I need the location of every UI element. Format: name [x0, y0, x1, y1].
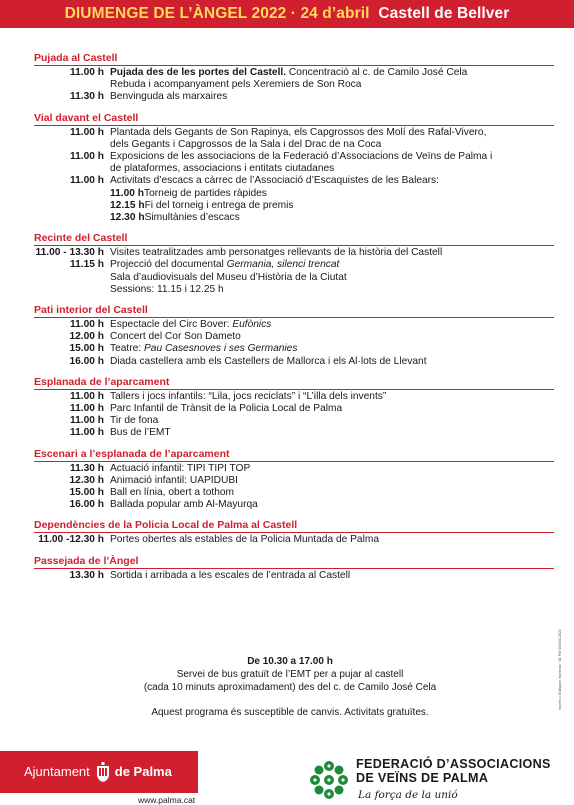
- event-description: Tir de fona: [110, 415, 159, 427]
- event-name: DIUMENGE DE L’ÀNGEL 2022: [64, 5, 287, 22]
- sub-event-row: [110, 188, 554, 200]
- federacio-name-line2: DE VEÏNS DE PALMA: [356, 771, 489, 785]
- section-dependencies: [34, 519, 554, 546]
- event-text: Concentració al c. de Camilo José Cela: [286, 67, 468, 78]
- section-passejada: [34, 555, 554, 582]
- event-time: 11.00 h: [70, 390, 104, 402]
- event-row: [34, 259, 554, 296]
- federacio-emblem-icon: [306, 757, 352, 803]
- event-time: 13.30 h: [69, 569, 104, 581]
- event-description: Bus de l’EMT: [110, 427, 171, 439]
- program: [34, 52, 554, 590]
- event-row: [34, 463, 554, 475]
- event-time: 16.00 h: [69, 355, 104, 367]
- event-time: 15.00 h: [69, 343, 104, 355]
- event-description: Tallers i jocs infantils: “Lila, jocs reciclats” i “L’illa dels invents”: [110, 390, 387, 402]
- website-link[interactable]: www.palma.cat: [138, 795, 196, 805]
- section-pujada: [34, 52, 554, 104]
- coat-of-arms-icon: [96, 762, 110, 782]
- event-text: Teatre:: [110, 343, 144, 355]
- event-time: 11.30 h: [70, 91, 104, 103]
- bus-line2: (cada 10 minuts aproximadament) des del c. de Camilo José Cela: [143, 682, 437, 693]
- event-row: [34, 91, 554, 103]
- section-recinte: [34, 232, 554, 296]
- event-description: [110, 259, 554, 296]
- sub-event-row: [110, 212, 554, 224]
- event-text: Activitats d’escacs a càrrec de l’Associació d’Escaquistes de les Balears:: [110, 175, 439, 187]
- event-date: 24 d’abril: [300, 5, 370, 22]
- event-row: [34, 247, 554, 259]
- sub-event-row: [110, 200, 554, 212]
- event-text: Plantada dels Gegants de Son Rapinya, els Capgrossos des Molí des Rafal-Vivero,: [110, 126, 487, 138]
- event-venue: Castell de Bellver: [378, 5, 510, 22]
- event-text: Projecció del documental: [110, 259, 227, 271]
- event-time: 11.00 h: [70, 175, 104, 187]
- section-title: Escenari a l’esplanada de l’aparcament: [34, 448, 554, 462]
- event-description: Sortida i arribada a les escales de l’entrada al Castell: [110, 569, 351, 581]
- section-title: Pujada al Castell: [34, 52, 554, 66]
- event-description: Concert del Cor Son Dameto: [110, 331, 241, 343]
- play-title: Pau Casesnoves i ses Germanies: [143, 343, 298, 355]
- print-credit: Imprès a Gràfiques Impremta · DL PM 000000-2022: [558, 629, 562, 710]
- event-text-line2: Rebuda i acompanyament pels Xeremiers de Son Roca: [110, 79, 362, 91]
- bus-info: [60, 655, 520, 719]
- bus-time: De 10.30 a 17.00 h: [247, 656, 333, 667]
- event-time: 12.00 h: [69, 331, 104, 343]
- event-description: [110, 175, 554, 224]
- event-row: [34, 475, 554, 487]
- section-escenari: [34, 448, 554, 512]
- event-row: [34, 343, 554, 355]
- event-text-line2: Sala d’audiovisuals del Museu d’Història de la Ciutat: [110, 271, 347, 283]
- event-text-line3: Sessions: 11.15 i 12.25 h: [110, 283, 224, 295]
- header-separator: ·: [286, 5, 301, 22]
- event-description: Actuació infantil: TIPI TIPI TOP: [110, 462, 251, 474]
- section-vial: [34, 112, 554, 225]
- section-title: Recinte del Castell: [34, 232, 554, 246]
- event-time: 11.00 h: [70, 403, 104, 415]
- event-description: Ballada popular amb Al-Mayurqa: [110, 499, 258, 511]
- event-time: 16.00 h: [69, 499, 104, 511]
- event-row: [34, 499, 554, 511]
- event-row: [34, 331, 554, 343]
- section-esplanada: [34, 376, 554, 440]
- event-row: [34, 175, 554, 224]
- event-row: [34, 151, 554, 175]
- show-title: Eufònics: [232, 319, 272, 331]
- section-title: Dependències de la Policia Local de Palma al Castell: [34, 519, 554, 533]
- event-time: 11.00 h: [70, 415, 104, 427]
- event-row: [34, 67, 554, 91]
- event-row: [34, 487, 554, 499]
- event-time: 11.15 h: [70, 259, 104, 271]
- event-description: Ball en línia, obert a tothom: [110, 487, 235, 499]
- event-text: Espectacle del Circ Bover:: [110, 319, 233, 331]
- event-description: Visites teatralitzades amb personatges rellevants de la història del Castell: [110, 247, 443, 259]
- event-time: 11.00 h: [70, 151, 104, 163]
- event-row: [34, 403, 554, 415]
- event-time: 11.00 h: [70, 319, 104, 331]
- event-time: 11.00 h: [70, 67, 104, 78]
- ajuntament-city: de Palma: [114, 763, 172, 779]
- section-title: Passejada de l’Àngel: [34, 555, 554, 569]
- event-highlight: Pujada des de les portes del Castell.: [110, 67, 287, 78]
- event-description: Parc Infantil de Trànsit de la Policia Local de Palma: [110, 403, 343, 415]
- program-notice: Aquest programa és susceptible de canvis. Activitats gratuïtes.: [151, 707, 429, 718]
- section-title: Pati interior del Castell: [34, 304, 554, 318]
- event-description: Portes obertes als estables de la Policia Muntada de Palma: [110, 534, 379, 546]
- federacio-logo: [306, 755, 556, 803]
- federacio-name-line1: FEDERACIÓ D’ASSOCIACIONS: [356, 757, 551, 771]
- event-row: [34, 415, 554, 427]
- event-time: 11.00 - 13.30 h: [35, 247, 104, 259]
- event-time: 11.00 -12.30 h: [38, 534, 104, 546]
- sub-event-description: Simultànies d’escacs: [144, 212, 240, 224]
- event-row: [34, 427, 554, 439]
- event-description: [110, 319, 554, 331]
- sub-event-time: 12.30 h: [110, 212, 145, 224]
- event-description: [110, 67, 554, 91]
- event-text-line2: dels Gegants i Capgrossos de la Sala i del Drac de na Coca: [110, 138, 382, 150]
- sub-event-time: 12.15 h: [110, 199, 145, 211]
- event-time: 15.00 h: [69, 487, 104, 499]
- event-description: Benvinguda als marxaires: [110, 91, 228, 103]
- section-title: Esplanada de l’aparcament: [34, 376, 554, 390]
- event-description: [110, 343, 554, 355]
- event-header: [0, 0, 574, 28]
- event-row: [34, 391, 554, 403]
- sub-event-time: 11.00 h: [110, 187, 144, 199]
- sub-event-description: Fi del torneig i entrega de premis: [144, 199, 294, 211]
- sub-event-description: Torneig de partides ràpides: [144, 187, 267, 199]
- section-title: Vial davant el Castell: [34, 112, 554, 126]
- bus-line1: Servei de bus gratuït de l’EMT per a pujar al castell: [176, 669, 404, 680]
- documentary-title: Germania, silenci trencat: [226, 259, 340, 271]
- federacio-tagline: La força de la unió: [358, 789, 458, 801]
- ajuntament-logo: [0, 751, 198, 793]
- event-row: [34, 356, 554, 368]
- event-text: Exposicions de les associacions de la Federació d’Associacions de Veïns de Palma i: [110, 151, 493, 163]
- ajuntament-name: Ajuntament: [24, 763, 90, 779]
- event-text-line2: de plataformes, associacions i entitats ciutadanes: [110, 163, 335, 175]
- event-time: 11.00 h: [70, 126, 104, 138]
- event-description: [110, 151, 554, 175]
- event-row: [34, 127, 554, 151]
- event-description: Diada castellera amb els Castellers de Mallorca i els Al·lots de Llevant: [110, 355, 427, 367]
- section-pati: [34, 304, 554, 368]
- event-time: 11.30 h: [70, 462, 104, 474]
- event-row: [34, 570, 554, 582]
- event-description: Animació infantil: UAPIDUBI: [110, 474, 238, 486]
- event-time: 11.00 h: [70, 427, 104, 439]
- event-row: [34, 319, 554, 331]
- event-row: [34, 534, 554, 546]
- event-time: 12.30 h: [69, 474, 104, 486]
- event-description: [110, 127, 554, 151]
